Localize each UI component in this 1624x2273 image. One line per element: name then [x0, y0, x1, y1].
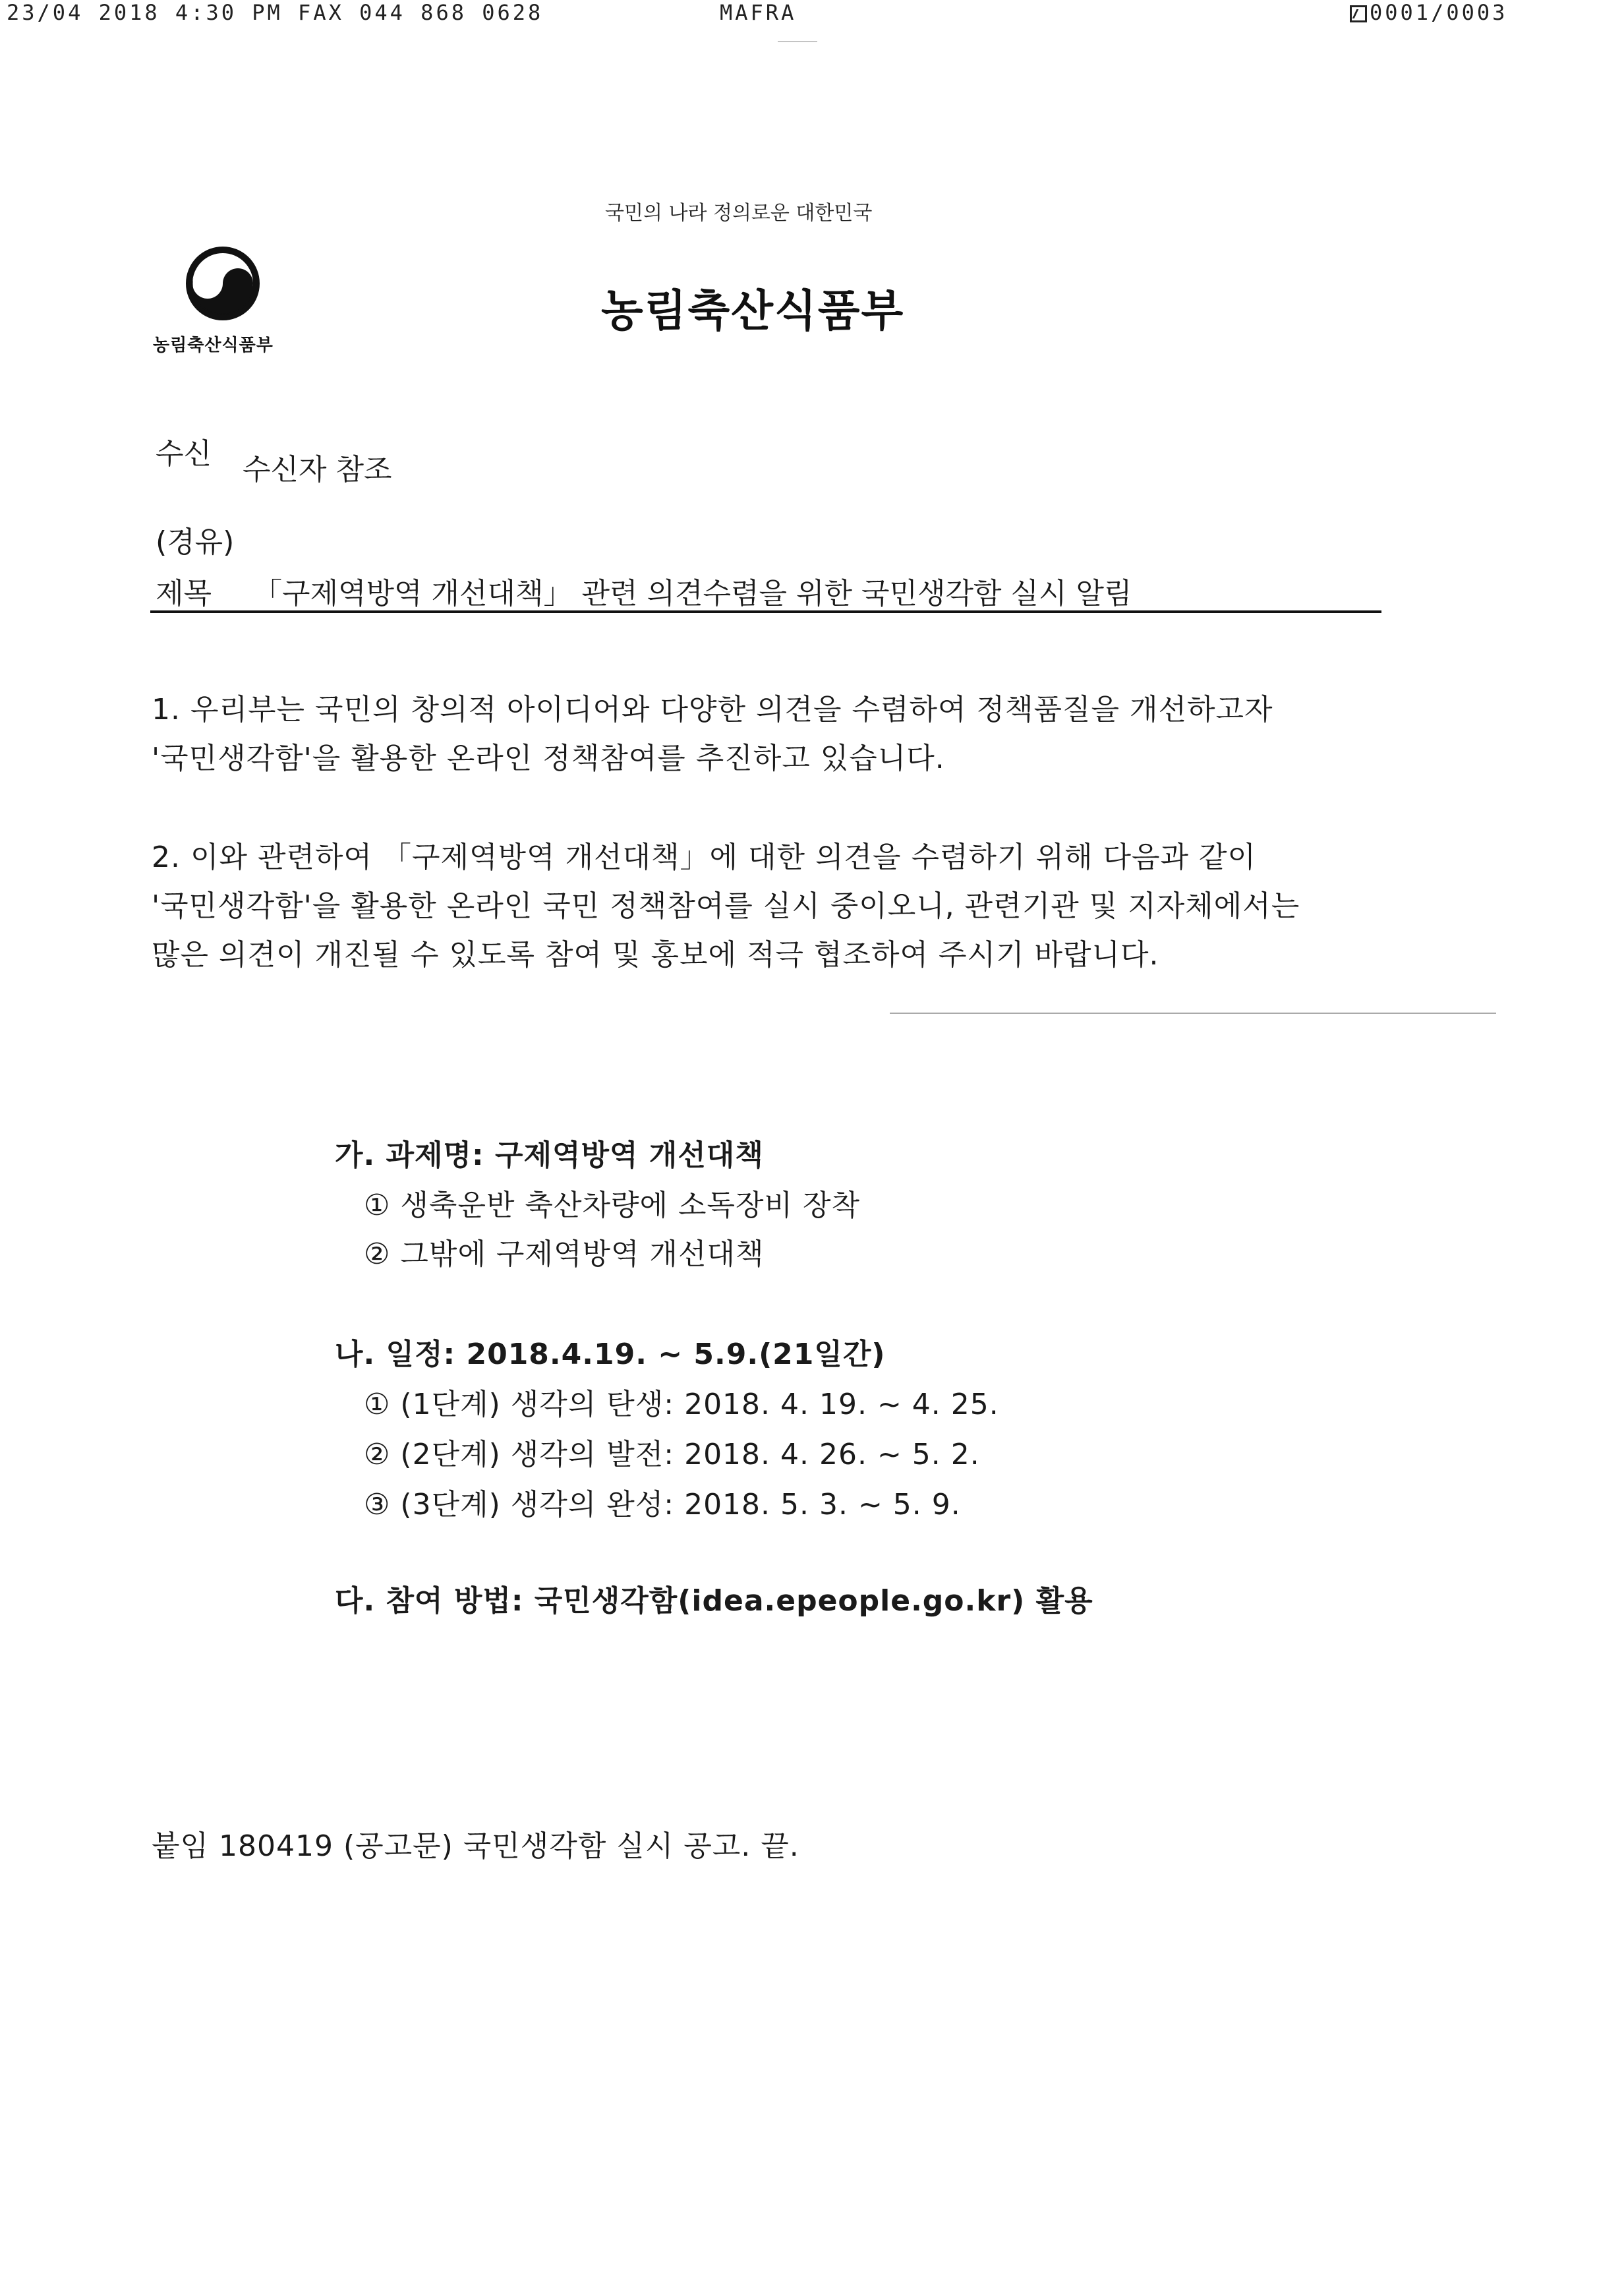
recipient-label: 수신 — [156, 437, 212, 471]
paragraph-1-line-1: 1. 우리부는 국민의 창의적 아이디어와 다양한 의견을 수렴하여 정책품질을 개선하고자 — [152, 693, 1273, 726]
fax-sender: MAFRA — [720, 0, 797, 25]
subject-value: 「구제역방역 개선대책」 관련 의견수렴을 위한 국민생각함 실시 알림 — [253, 577, 1132, 610]
checkbox-icon — [1350, 5, 1367, 22]
fax-header-line: 23/04 2018 4:30 PM FAX 044 868 0628 — [7, 0, 544, 25]
slogan: 국민의 나라 정의로운 대한민국 — [605, 202, 873, 225]
recipient-value: 수신자 참조 — [243, 453, 392, 487]
item-na-heading: 나. 일정: 2018.4.19. ~ 5.9.(21일간) — [335, 1338, 886, 1371]
item-na-sub-2: ② (2단계) 생각의 발전: 2018. 4. 26. ~ 5. 2. — [364, 1438, 980, 1471]
scan-mark — [778, 41, 817, 42]
subject-label: 제목 — [156, 577, 212, 610]
paragraph-2-line-3: 많은 의견이 개진될 수 있도록 참여 및 홍보에 적극 협조하여 주시기 바랍니다. — [152, 938, 1159, 972]
item-ga-sub-1: ① 생축운반 축산차량에 소독장비 장착 — [364, 1189, 860, 1222]
paragraph-1-line-2: '국민생각함'을 활용한 온라인 정책참여를 추진하고 있습니다. — [152, 742, 945, 775]
item-ga-heading: 가. 과제명: 구제역방역 개선대책 — [335, 1138, 764, 1172]
item-da-heading: 다. 참여 방법: 국민생각함(idea.epeople.go.kr) 활용 — [335, 1584, 1093, 1618]
scan-line — [890, 1013, 1496, 1014]
taegeuk-emblem-icon — [183, 244, 262, 323]
ministry-name: 농림축산식품부 — [601, 285, 905, 336]
attachment-line: 붙임 180419 (공고문) 국민생각함 실시 공고. 끝. — [152, 1829, 799, 1863]
paragraph-2-line-1: 2. 이와 관련하여 「구제역방역 개선대책」에 대한 의견을 수렴하기 위해 다음과 같이 — [152, 841, 1256, 874]
subject-divider — [150, 610, 1381, 613]
via-label: (경유) — [156, 525, 235, 559]
paragraph-2-line-2: '국민생각함'을 활용한 온라인 국민 정책참여를 실시 중이오니, 관련기관 및 지자체에서는 — [152, 889, 1300, 923]
item-ga-sub-2: ② 그밖에 구제역방역 개선대책 — [364, 1237, 765, 1271]
fax-page-counter: 0001/0003 — [1370, 0, 1508, 25]
logo-caption: 농림축산식품부 — [153, 336, 274, 355]
item-na-sub-1: ① (1단계) 생각의 탄생: 2018. 4. 19. ~ 4. 25. — [364, 1388, 999, 1421]
item-na-sub-3: ③ (3단계) 생각의 완성: 2018. 5. 3. ~ 5. 9. — [364, 1488, 961, 1521]
fax-page-counter-wrap — [1350, 0, 1507, 25]
